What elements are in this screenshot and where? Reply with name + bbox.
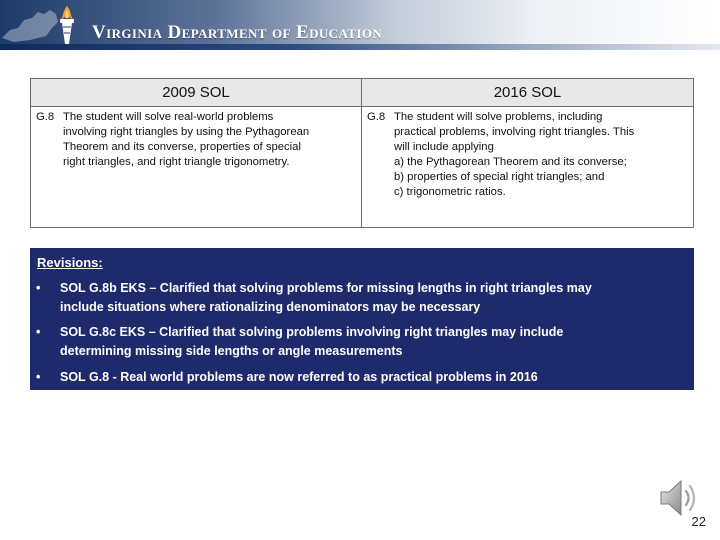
- standard-text-line: The student will solve problems, including: [394, 111, 603, 123]
- revisions-box: [30, 248, 694, 390]
- column-heading-2016: 2016 SOL: [362, 79, 693, 107]
- revision-text: [60, 368, 680, 387]
- standard-text-line: will include applying: [394, 141, 494, 153]
- revision-line: SOL G.8c EKS – Clarified that solving problems involving right triangles may include: [60, 325, 564, 339]
- sol-body-2016: [362, 107, 693, 200]
- page-number: 22: [691, 514, 706, 529]
- banner-band: [0, 44, 720, 50]
- sol-column-2009: [31, 79, 362, 227]
- standard-text-line: b) properties of special right triangles; and: [394, 171, 605, 183]
- revision-line: SOL G.8 - Real world problems are now referred to as practical problems in 2016: [60, 370, 538, 384]
- revision-line: include situations where rationalizing denominators may be necessary: [60, 300, 481, 314]
- bullet: •: [36, 325, 41, 339]
- sol-comparison-table: [30, 78, 694, 228]
- sol-column-2016: [362, 79, 693, 227]
- standard-text: [63, 110, 355, 170]
- bullet: •: [36, 281, 41, 295]
- standard-text-line: involving right triangles by using the Pythagorean: [63, 126, 310, 138]
- standard-text: [394, 110, 687, 200]
- revision-line: determining missing side lengths or angle measurements: [60, 344, 403, 358]
- torch-icon: [52, 4, 82, 46]
- revision-text: [60, 323, 680, 361]
- virginia-map-icon: [0, 8, 60, 44]
- standard-text-line: The student will solve real-world problems: [63, 111, 274, 123]
- header-banner: [0, 0, 720, 50]
- standard-text-line: Theorem and its converse, properties of special: [63, 141, 301, 153]
- standard-text-line: a) the Pythagorean Theorem and its converse;: [394, 156, 627, 168]
- standard-text-line: right triangles, and right triangle trigonometry.: [63, 156, 290, 168]
- revision-text: [60, 279, 680, 317]
- revision-line: SOL G.8b EKS – Clarified that solving problems for missing lengths in right triangles may: [60, 281, 592, 295]
- sol-body-2009: [31, 107, 361, 170]
- standard-text-line: practical problems, involving right triangles. This: [394, 126, 635, 138]
- standard-number: G.8: [36, 111, 55, 123]
- revisions-title: Revisions:: [37, 255, 103, 270]
- bullet: •: [36, 370, 41, 384]
- standard-text-line: c) trigonometric ratios.: [394, 186, 506, 198]
- column-heading-2009: 2009 SOL: [31, 79, 361, 107]
- standard-number: G.8: [367, 111, 386, 123]
- banner-title: Virginia Department of Education: [92, 22, 383, 43]
